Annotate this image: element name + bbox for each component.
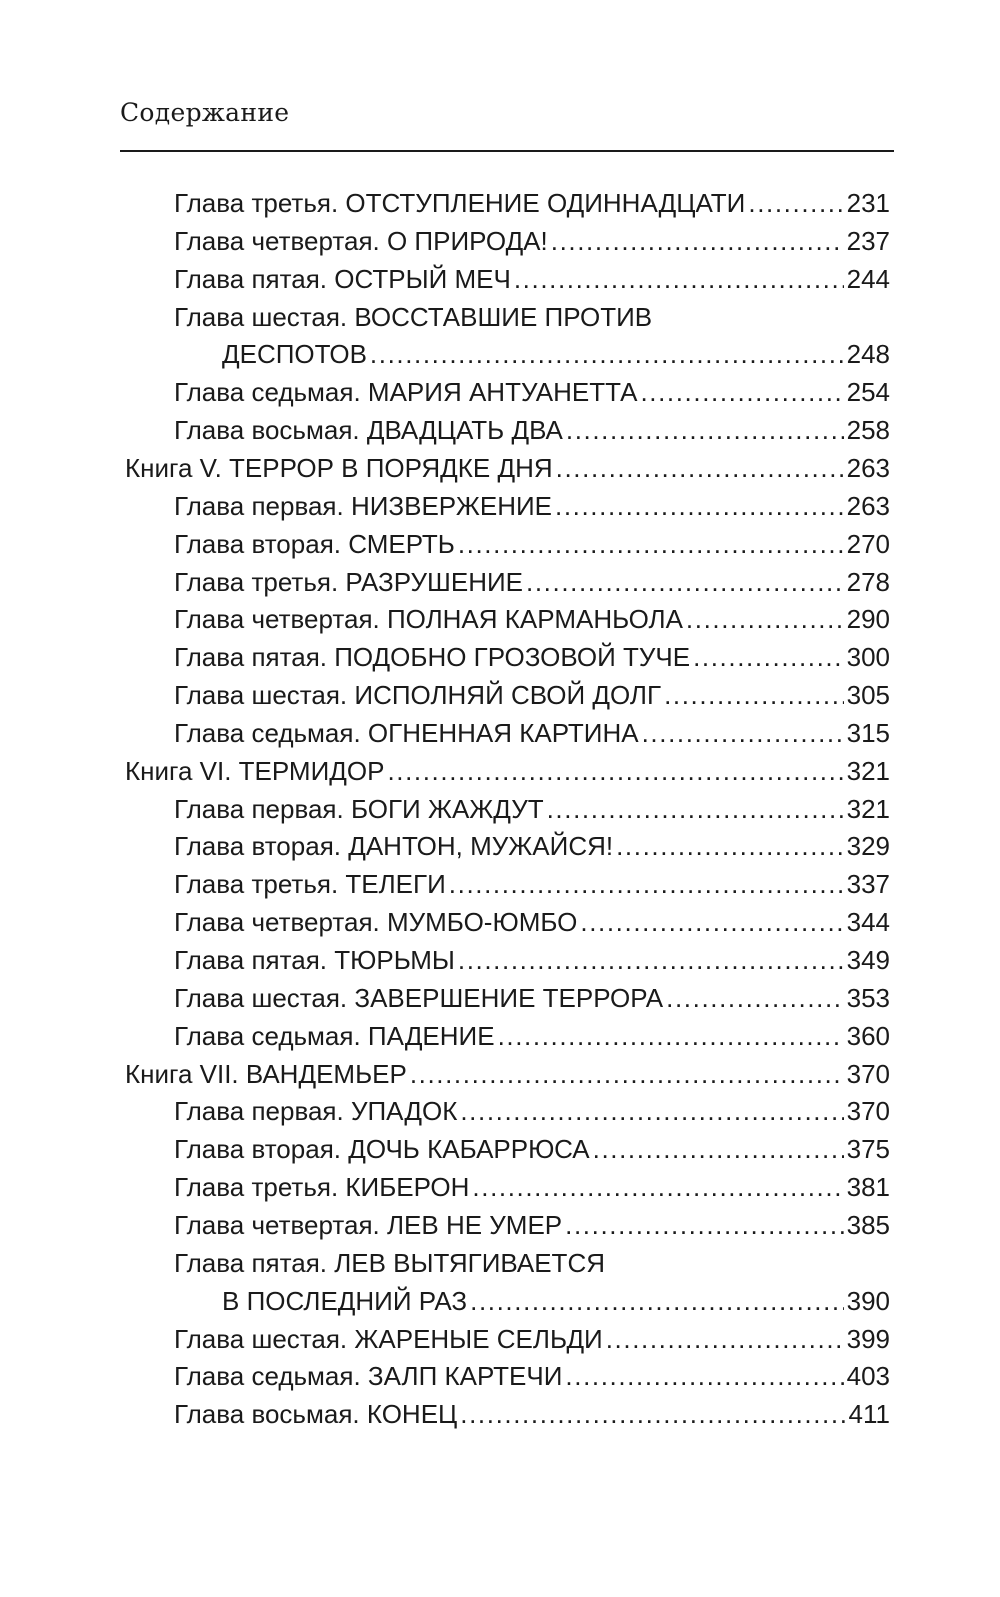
toc-entry-page-number: 237 bbox=[846, 225, 890, 256]
dot-leader bbox=[460, 1395, 845, 1433]
toc-entry-chapter bbox=[174, 1130, 890, 1168]
toc-entry-title: Глава вторая. ДАНТОН, МУЖАЙСЯ! bbox=[174, 831, 614, 862]
dot-leader bbox=[458, 525, 844, 563]
toc-entry-title: Глава третья. ТЕЛЕГИ bbox=[174, 869, 446, 900]
toc-entry-title: Глава шестая. ЖАРЕНЫЕ СЕЛЬДИ bbox=[174, 1323, 603, 1354]
toc-entry-page-number: 300 bbox=[846, 642, 890, 673]
dot-leader bbox=[565, 1357, 843, 1395]
toc-entry-page-number: 278 bbox=[846, 566, 890, 597]
toc-entry-continuation bbox=[222, 1282, 890, 1320]
dot-leader bbox=[580, 903, 843, 941]
toc-entry-chapter bbox=[174, 1168, 890, 1206]
toc-entry-chapter bbox=[174, 1357, 890, 1395]
toc-entry-title: Глава шестая. ЗАВЕРШЕНИЕ ТЕРРОРА bbox=[174, 982, 664, 1013]
toc-entry-title: Книга VII. ВАНДЕМЬЕР bbox=[125, 1058, 407, 1089]
dot-leader bbox=[593, 1130, 844, 1168]
toc-entry-book bbox=[125, 449, 890, 487]
toc-entry-page-number: 321 bbox=[846, 793, 890, 824]
dot-leader bbox=[748, 184, 843, 222]
dot-leader bbox=[460, 1092, 843, 1130]
toc-entry-title: Глава четвертая. МУМБО-ЮМБО bbox=[174, 907, 578, 938]
header-divider bbox=[120, 150, 894, 152]
toc-entry-chapter bbox=[174, 638, 890, 676]
toc-entry-page-number: 315 bbox=[846, 717, 890, 748]
toc-entry-title: Глава пятая. ТЮРЬМЫ bbox=[174, 945, 455, 975]
toc-entry-book bbox=[125, 1055, 890, 1093]
toc-entry-page-number: 375 bbox=[846, 1134, 890, 1165]
toc-entry-chapter bbox=[174, 600, 890, 638]
toc-entry-title: ДЕСПОТОВ bbox=[222, 339, 367, 370]
toc-entry-title: Глава первая. НИЗВЕРЖЕНИЕ bbox=[174, 490, 553, 521]
dot-leader bbox=[458, 941, 844, 979]
dot-leader bbox=[547, 790, 844, 828]
toc-entry-page-number: 321 bbox=[846, 755, 890, 786]
toc-entry-page-number: 381 bbox=[846, 1172, 890, 1203]
toc-entry-title: Глава шестая. ИСПОЛНЯЙ СВОЙ ДОЛГ bbox=[174, 680, 662, 711]
toc-entry-page-number: 403 bbox=[846, 1361, 890, 1392]
toc-entry-chapter bbox=[174, 1017, 890, 1055]
toc-entry-chapter bbox=[174, 790, 890, 828]
toc-entry-chapter bbox=[174, 903, 890, 941]
toc-entry-title: Глава третья. РАЗРУШЕНИЕ bbox=[174, 566, 524, 597]
toc-entry-chapter bbox=[174, 411, 890, 449]
toc-entry-page-number: 360 bbox=[846, 1020, 890, 1051]
toc-entry-page-number: 248 bbox=[846, 339, 890, 370]
toc-entry-page-number: 337 bbox=[846, 869, 890, 900]
toc-entry-title: Глава четвертая. ЛЕВ НЕ УМЕР bbox=[174, 1209, 563, 1240]
toc-entry-page-number: 353 bbox=[846, 982, 890, 1013]
toc-entry-title: Глава пятая. ОСТРЫЙ МЕЧ bbox=[174, 263, 511, 294]
toc-entry-page-number: 344 bbox=[846, 907, 890, 938]
dot-leader bbox=[640, 373, 843, 411]
toc-entry-title: Глава пятая. ПОДОБНО ГРОЗОВОЙ ТУЧЕ bbox=[174, 642, 691, 673]
toc-entry-chapter bbox=[174, 941, 890, 979]
toc-entry-chapter bbox=[174, 1092, 890, 1130]
toc-entry-chapter bbox=[174, 1206, 890, 1244]
dot-leader bbox=[565, 1206, 843, 1244]
toc-entry-chapter bbox=[174, 373, 890, 411]
toc-entry-page-number: 244 bbox=[846, 263, 890, 294]
toc-entry-chapter bbox=[174, 1244, 605, 1282]
toc-entry-page-number: 370 bbox=[846, 1096, 890, 1127]
dot-leader bbox=[370, 335, 844, 373]
toc-entry-page-number: 270 bbox=[846, 528, 890, 559]
toc-entry-title: Глава пятая. ЛЕВ ВЫТЯГИВАЕТСЯ bbox=[174, 1247, 605, 1278]
toc-entry-page-number: 385 bbox=[846, 1209, 890, 1240]
toc-entry-page-number: 263 bbox=[846, 490, 890, 521]
toc-entry-title: Глава третья. ОТСТУПЛЕНИЕ ОДИННАДЦАТИ bbox=[174, 188, 746, 218]
dot-leader bbox=[470, 1282, 843, 1320]
toc-entry-page-number: 411 bbox=[848, 1399, 890, 1430]
toc-entry-chapter bbox=[174, 979, 890, 1017]
toc-entry-page-number: 231 bbox=[846, 188, 890, 218]
toc-entry-chapter bbox=[174, 184, 890, 222]
toc-entry-title: Глава восьмая. ДВАДЦАТЬ ДВА bbox=[174, 415, 563, 446]
toc-entry-title: Книга VI. ТЕРМИДОР bbox=[125, 755, 385, 786]
dot-leader bbox=[551, 222, 844, 260]
dot-leader bbox=[566, 411, 844, 449]
toc-entry-page-number: 349 bbox=[846, 945, 890, 975]
toc-entry-title: Глава седьмая. ПАДЕНИЕ bbox=[174, 1020, 495, 1051]
toc-entry-continuation bbox=[222, 335, 890, 373]
toc-entry-page-number: 258 bbox=[846, 415, 890, 446]
toc-entry-title: В ПОСЛЕДНИЙ РАЗ bbox=[222, 1285, 468, 1316]
dot-leader bbox=[526, 563, 844, 601]
dot-leader bbox=[556, 449, 844, 487]
toc-entry-chapter bbox=[174, 827, 890, 865]
toc-entry-book bbox=[125, 752, 890, 790]
toc-entry-title: Глава первая. УПАДОК bbox=[174, 1096, 458, 1127]
toc-entry-chapter bbox=[174, 676, 890, 714]
toc-entry-title: Глава третья. КИБЕРОН bbox=[174, 1172, 470, 1203]
dot-leader bbox=[606, 1320, 844, 1358]
dot-leader bbox=[514, 260, 844, 298]
toc-entry-page-number: 399 bbox=[846, 1323, 890, 1354]
toc-entry-page-number: 290 bbox=[846, 604, 890, 635]
toc-entry-title: Глава вторая. СМЕРТЬ bbox=[174, 528, 455, 559]
toc-entry-title: Глава шестая. ВОССТАВШИЕ ПРОТИВ bbox=[174, 301, 653, 332]
toc-entry-chapter bbox=[174, 222, 890, 260]
dot-leader bbox=[449, 865, 844, 903]
dot-leader bbox=[387, 752, 843, 790]
toc-entry-title: Книга V. ТЕРРОР В ПОРЯДКЕ ДНЯ bbox=[125, 452, 553, 483]
toc-entry-title: Глава восьмая. КОНЕЦ bbox=[174, 1399, 458, 1430]
toc-entry-chapter bbox=[174, 525, 890, 563]
dot-leader bbox=[666, 979, 843, 1017]
dot-leader bbox=[472, 1168, 843, 1206]
toc-entry-chapter bbox=[174, 563, 890, 601]
toc-entry-title: Глава вторая. ДОЧЬ КАБАРРЮСА bbox=[174, 1134, 590, 1165]
dot-leader bbox=[410, 1055, 844, 1093]
toc-entry-page-number: 263 bbox=[846, 452, 890, 483]
toc-entry-chapter bbox=[174, 1320, 890, 1358]
toc-entry-chapter bbox=[174, 260, 890, 298]
toc-entry-chapter bbox=[174, 865, 890, 903]
toc-entry-page-number: 305 bbox=[846, 680, 890, 711]
toc-entry-page-number: 254 bbox=[846, 377, 890, 408]
dot-leader bbox=[498, 1017, 844, 1055]
toc-entry-chapter bbox=[174, 298, 652, 336]
toc-entry-page-number: 370 bbox=[846, 1058, 890, 1089]
toc-entry-chapter bbox=[174, 487, 890, 525]
toc-entry-title: Глава седьмая. ОГНЕННАЯ КАРТИНА bbox=[174, 717, 639, 748]
toc-entry-title: Глава первая. БОГИ ЖАЖДУТ bbox=[174, 793, 544, 824]
toc-entry-title: Глава седьмая. ЗАЛП КАРТЕЧИ bbox=[174, 1361, 563, 1392]
toc-entry-title: Глава четвертая. О ПРИРОДА! bbox=[174, 225, 548, 256]
dot-leader bbox=[616, 827, 844, 865]
toc-entry-chapter bbox=[174, 714, 890, 752]
dot-leader bbox=[693, 638, 844, 676]
toc-entry-chapter bbox=[174, 1395, 890, 1433]
page-title: Содержание bbox=[120, 98, 290, 127]
toc-entry-page-number: 329 bbox=[846, 831, 890, 862]
dot-leader bbox=[686, 600, 844, 638]
toc-entry-title: Глава седьмая. МАРИЯ АНТУАНЕТТА bbox=[174, 377, 638, 408]
toc-entry-page-number: 390 bbox=[846, 1285, 890, 1316]
dot-leader bbox=[642, 714, 844, 752]
toc-entry-title: Глава четвертая. ПОЛНАЯ КАРМАНЬОЛА bbox=[174, 604, 683, 635]
dot-leader bbox=[664, 676, 844, 714]
dot-leader bbox=[555, 487, 844, 525]
